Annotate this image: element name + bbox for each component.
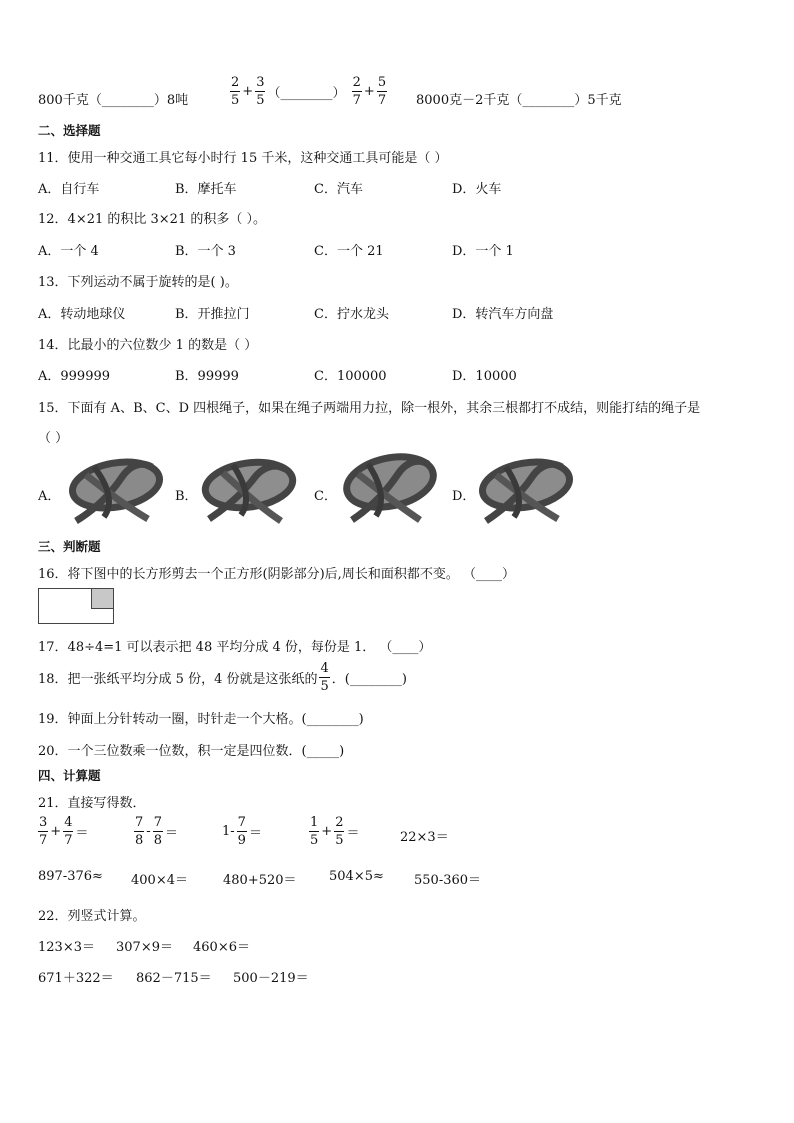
calc-2: 307×9＝: [116, 940, 173, 955]
answer-paren[interactable]: （ ）: [38, 431, 69, 446]
question-21: 21．直接写得数．: [38, 796, 146, 811]
expr-5: 22×3＝: [400, 830, 449, 845]
option-d[interactable]: D．火车: [452, 182, 502, 197]
option-c[interactable]: C．拧水龙头: [314, 307, 389, 322]
calc-4: 671＋322＝: [38, 971, 114, 986]
compare-item-2: $\frac{2}{5}$ + $\frac{3}{5}$ （________） $\frac{2}{7}$ + $\frac{5}{7}$: [231, 75, 387, 108]
question-20: 20．一个三位数乘一位数，积一定是四位数．(_____): [38, 744, 345, 759]
section-heading-choice: 二、选择题: [38, 123, 101, 138]
expr-4: $\frac{1}{5}$ + $\frac{2}{5}$ ＝: [310, 815, 360, 848]
question-19: 19．钟面上分针转动一圈，时针走一个大格。(________): [38, 712, 364, 727]
answer-blank[interactable]: （________）: [267, 86, 346, 101]
question-16: 16．将下图中的长方形剪去一个正方形(阴影部分)后,周长和面积都不变。 （____）: [38, 567, 515, 582]
option-b[interactable]: B．: [175, 489, 198, 504]
expr-8: 480+520＝: [223, 873, 297, 888]
fraction: $\frac{3}{5}$: [256, 75, 265, 108]
option-c[interactable]: C．一个 21: [314, 244, 384, 259]
option-d[interactable]: D．: [452, 489, 476, 504]
section-heading-judge: 三、判断题: [38, 539, 101, 554]
compare-item-3: 8000克－2千克（________）5千克: [416, 93, 622, 108]
option-a[interactable]: A．自行车: [38, 182, 100, 197]
question-18: 18．把一张纸平均分成 5 份，4 份就是这张纸的 $\frac{4}{5}$ ．(________): [38, 661, 407, 694]
rope-b-image[interactable]: [199, 455, 301, 527]
option-b[interactable]: B．99999: [175, 369, 239, 384]
expr-7: 400×4＝: [131, 873, 188, 888]
calc-3: 460×6＝: [193, 940, 250, 955]
question-12: 12．4×21 的积比 3×21 的积多（ ）。: [38, 212, 266, 227]
option-b[interactable]: B．摩托车: [175, 182, 237, 197]
compare-item-1: 800千克（________）8吨: [38, 93, 189, 108]
expr-9: 504×5≈: [329, 869, 384, 884]
question-22: 22．列竖式计算。: [38, 909, 146, 924]
option-d[interactable]: D．一个 1: [452, 244, 514, 259]
expr-2: $\frac{7}{8}$ - $\frac{7}{8}$ ＝: [135, 815, 178, 848]
question-11: 11．使用一种交通工具它每小时行 15 千米，这种交通工具可能是（ ）: [38, 151, 448, 166]
rope-d-image[interactable]: [474, 455, 576, 527]
option-b[interactable]: B．一个 3: [175, 244, 236, 259]
rectangle-figure: [38, 588, 114, 624]
fraction: $\frac{2}{7}$: [352, 75, 361, 108]
section-heading-calc: 四、计算题: [38, 768, 101, 783]
calc-5: 862－715＝: [136, 971, 212, 986]
fraction: $\frac{2}{5}$: [231, 75, 240, 108]
option-c[interactable]: C．: [314, 489, 337, 504]
option-a[interactable]: A．一个 4: [38, 244, 99, 259]
option-d[interactable]: D．10000: [452, 369, 517, 384]
question-17: 17．48÷4=1 可以表示把 48 平均分成 4 份，每份是 1． （____）: [38, 640, 432, 655]
option-c[interactable]: C．汽车: [314, 182, 363, 197]
option-a[interactable]: A．999999: [38, 369, 111, 384]
option-c[interactable]: C．100000: [314, 369, 387, 384]
question-14: 14．比最小的六位数少 1 的数是（ ）: [38, 338, 258, 353]
rope-c-image[interactable]: [338, 452, 440, 527]
shaded-square: [91, 589, 113, 609]
expr-6: 897-376≈: [38, 869, 103, 884]
expr-10: 550-360＝: [414, 873, 482, 888]
expr-1: $\frac{3}{7}$ + $\frac{4}{7}$ ＝: [39, 815, 89, 848]
rope-a-image[interactable]: [64, 455, 166, 527]
option-a[interactable]: A．转动地球仪: [38, 307, 126, 322]
fraction: $\frac{4}{5}$: [320, 661, 329, 694]
fraction: $\frac{5}{7}$: [377, 75, 387, 108]
option-a[interactable]: A．: [38, 489, 61, 504]
expr-3: 1- $\frac{7}{9}$ ＝: [222, 815, 262, 848]
option-b[interactable]: B．开推拉门: [175, 307, 250, 322]
option-d[interactable]: D．转汽车方向盘: [452, 307, 554, 322]
question-13: 13．下列运动不属于旋转的是( )。: [38, 275, 238, 290]
question-15: 15．下面有 A、B、C、D 四根绳子，如果在绳子两端用力拉，除一根外，其余三根都打不成结，则能打结的绳子是: [38, 401, 701, 416]
calc-1: 123×3＝: [38, 940, 95, 955]
calc-6: 500－219＝: [233, 971, 309, 986]
